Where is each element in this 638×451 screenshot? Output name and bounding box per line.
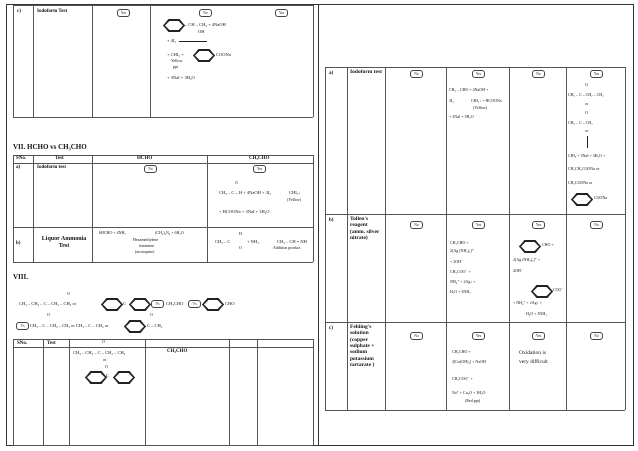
benzene-ring-icon [193,49,215,62]
formula-text: CH₃ – C – CH₂ – CH₃ [568,92,604,97]
no-badge: No [590,332,603,340]
reaction-text: Yellow [171,58,183,63]
no-badge: No [199,9,212,17]
yes-badge: Yes [532,221,545,229]
reaction-text: 2OH⁻ [513,268,523,273]
formula-text: or [103,357,107,362]
row-test-name: Fehling's solution (copper sulphate + sodium potassium tartarate ) [350,324,375,368]
benzene-ring-icon [129,298,151,311]
formula-text: O [105,364,108,369]
header-col1: HCHO [137,156,153,161]
reaction-text: 6HCHO + 4NH₃ [99,230,126,235]
vs-badge: Vs [188,300,201,308]
formula-text: CH₃CH₂COONa or [568,166,600,171]
yes-badge: Yes [532,332,545,340]
formula-text: CH₃ – C – CH₃ [568,120,593,125]
reaction-text: CH₃ – C – H + 4NaOH + 3I₂ [219,190,271,195]
row-test-name: Liquor Ammonia Test [41,236,87,249]
reaction-text: ppt [173,64,179,69]
benzene-ring-icon [571,193,593,206]
formula-text: CH₃COONa or [568,180,593,185]
header-col2: CH₃CHO [167,349,188,354]
row-sno: c) [17,9,21,14]
row-test-name: Iodoform test [37,165,67,170]
benzene-ring-icon [202,298,224,311]
formula-text: O [585,110,588,115]
formula-text: CH₃ – CH₂ – C – CH₂ – CH₃ [73,350,126,355]
reaction-text: + CHI₃ + [167,52,184,57]
section-title: VII. HCHO vs CH₃CHO [13,143,87,151]
reaction-text: CHI₃↓ [289,190,301,195]
row-sno: c) [329,326,333,331]
row-sno: a) [16,165,21,170]
reaction-text: + 4I₂ [167,38,176,43]
no-badge: No [532,70,545,78]
benzene-ring-icon [163,19,185,32]
reaction-text: CHI₃↓ + HCOONa [471,98,502,103]
yes-badge: Yes [590,70,603,78]
header-sno: SNo. [16,156,27,161]
reaction-text: – CH – CH₃ + 4NaOH [185,22,226,27]
note-text: very difficult [519,359,548,365]
reaction-text: Addition product [273,245,301,250]
formula-text: CHI₃ + 3NaI + 3H₂O + [568,153,606,158]
formula-text: or [585,128,589,133]
reaction-text: COO⁻ [553,287,564,292]
formula-text: CH₃ – CH₂ – C – CH₂ – CH₃ or [19,301,77,306]
benzene-ring-icon [124,320,146,333]
header-col2: CH₃CHO [249,156,270,161]
reaction-text: CH₃ – CH = NH [277,239,307,244]
formula-text: O [47,312,50,317]
reaction-text: COONa [216,52,231,57]
row-test-name: Iodoform Test [37,9,68,14]
formula-text: O [102,339,105,344]
benzene-ring-icon [101,298,123,311]
note-text: Oxidation is [519,350,547,356]
reaction-text: + NH₄⁺ + 2Ag↓ + [513,300,542,305]
header-test: Test [55,156,64,161]
reaction-text: CH₃ – C [215,239,231,244]
no-badge: No [410,221,423,229]
reaction-text: CH₃COO⁻ + [452,376,473,381]
reaction-text: 2[Ag (NH₃)₂]⁺ [450,248,474,253]
header-test: Test [47,341,56,346]
reaction-text: (CH₂)₆N₄ + 6H₂O [155,230,184,235]
no-badge: No [144,165,157,173]
reaction-text: Hexamethylene [133,237,159,242]
reaction-text: (Yellow) [473,105,488,110]
vs-badge: Vs [16,322,29,330]
reaction-text: + 2OH⁻ [450,259,464,264]
reaction-text: + NH₃ [247,239,259,244]
row-sno: b) [16,241,21,246]
row-sno: a) [329,71,334,76]
reaction-text: CH₃ – CHO + 4NaOH + [449,87,489,92]
right-page [318,4,634,446]
reaction-text: Na⁺ + Cu₂O + 3H₂O [452,390,486,395]
benzene-ring-icon [85,371,110,384]
left-page [6,4,320,446]
formula-text: CH₃CHO [166,301,184,306]
formula-text: C [106,373,110,378]
reaction-text: NH₄⁺ + 2Ag↓ + [450,279,476,284]
reaction-text: CH₃COO⁻ + [450,269,471,274]
section-title: VIII. [13,273,28,281]
reaction-text: CH₃CHO + [452,349,471,354]
benzene-ring-icon [519,240,541,253]
row-test-name: Tollen's reagent (amm. silver nitrate) [350,216,380,241]
no-badge: No [410,70,423,78]
reaction-text: (Yellow) [287,197,302,202]
benzene-ring-icon [531,285,553,298]
reaction-text: 2[Ag (NH₃)₂]⁺ + [513,257,541,262]
reaction-text: H [239,231,242,236]
reaction-text: O [239,245,242,250]
reaction-text: H₂O + 3NH₃ [450,289,471,294]
formula-text: or [585,101,589,106]
yes-badge: Yes [117,9,130,17]
yes-badge: Yes [472,332,485,340]
reaction-text: OH [198,29,205,34]
reaction-text: H₂O + 3NH₃ [526,311,547,316]
benzene-ring-icon [113,371,135,384]
yes-badge: Yes [253,165,266,173]
row-test-name: Iodoform test [350,69,382,75]
formula-text: C – CH₃ [147,323,163,328]
formula-text: CH₃ – C – CH₂ – CH₃ or CH₃ – C – CH₃ or [30,323,109,328]
reaction-text: + 3NaI + 3H₂O [449,114,474,119]
reaction-text: CH₃CHO + [450,240,469,245]
formula-text: CHO [225,301,235,306]
formula-text: C [123,301,127,306]
reaction-text: + 3NaI + 3H₂O [167,75,195,80]
reaction-text: (Red ppt) [465,398,481,403]
reaction-text: CHO + [542,242,554,247]
yes-badge: Yes [472,70,485,78]
formula-text: O [585,82,588,87]
vs-badge: Vs [151,300,164,308]
reaction-text: 3I₂ [449,98,454,103]
no-badge: No [590,221,603,229]
formula-text: O [150,312,153,317]
reaction-text: tetramine [139,243,155,248]
no-badge: No [410,332,423,340]
header-sno: SNo. [17,341,28,346]
formula-text: COONa [594,195,608,200]
row-sno: b) [329,218,334,223]
formula-text: O [67,291,70,296]
yes-badge: Yes [472,221,485,229]
reaction-text: 2[Cu(OH)₂] + NaOH [452,359,486,364]
yes-badge: Yes [275,9,288,17]
reaction-text: (urotropine) [135,249,155,254]
reaction-text: + HCOONa + 3NaI + 3H₂O [219,209,270,214]
reaction-text: O [235,180,238,185]
